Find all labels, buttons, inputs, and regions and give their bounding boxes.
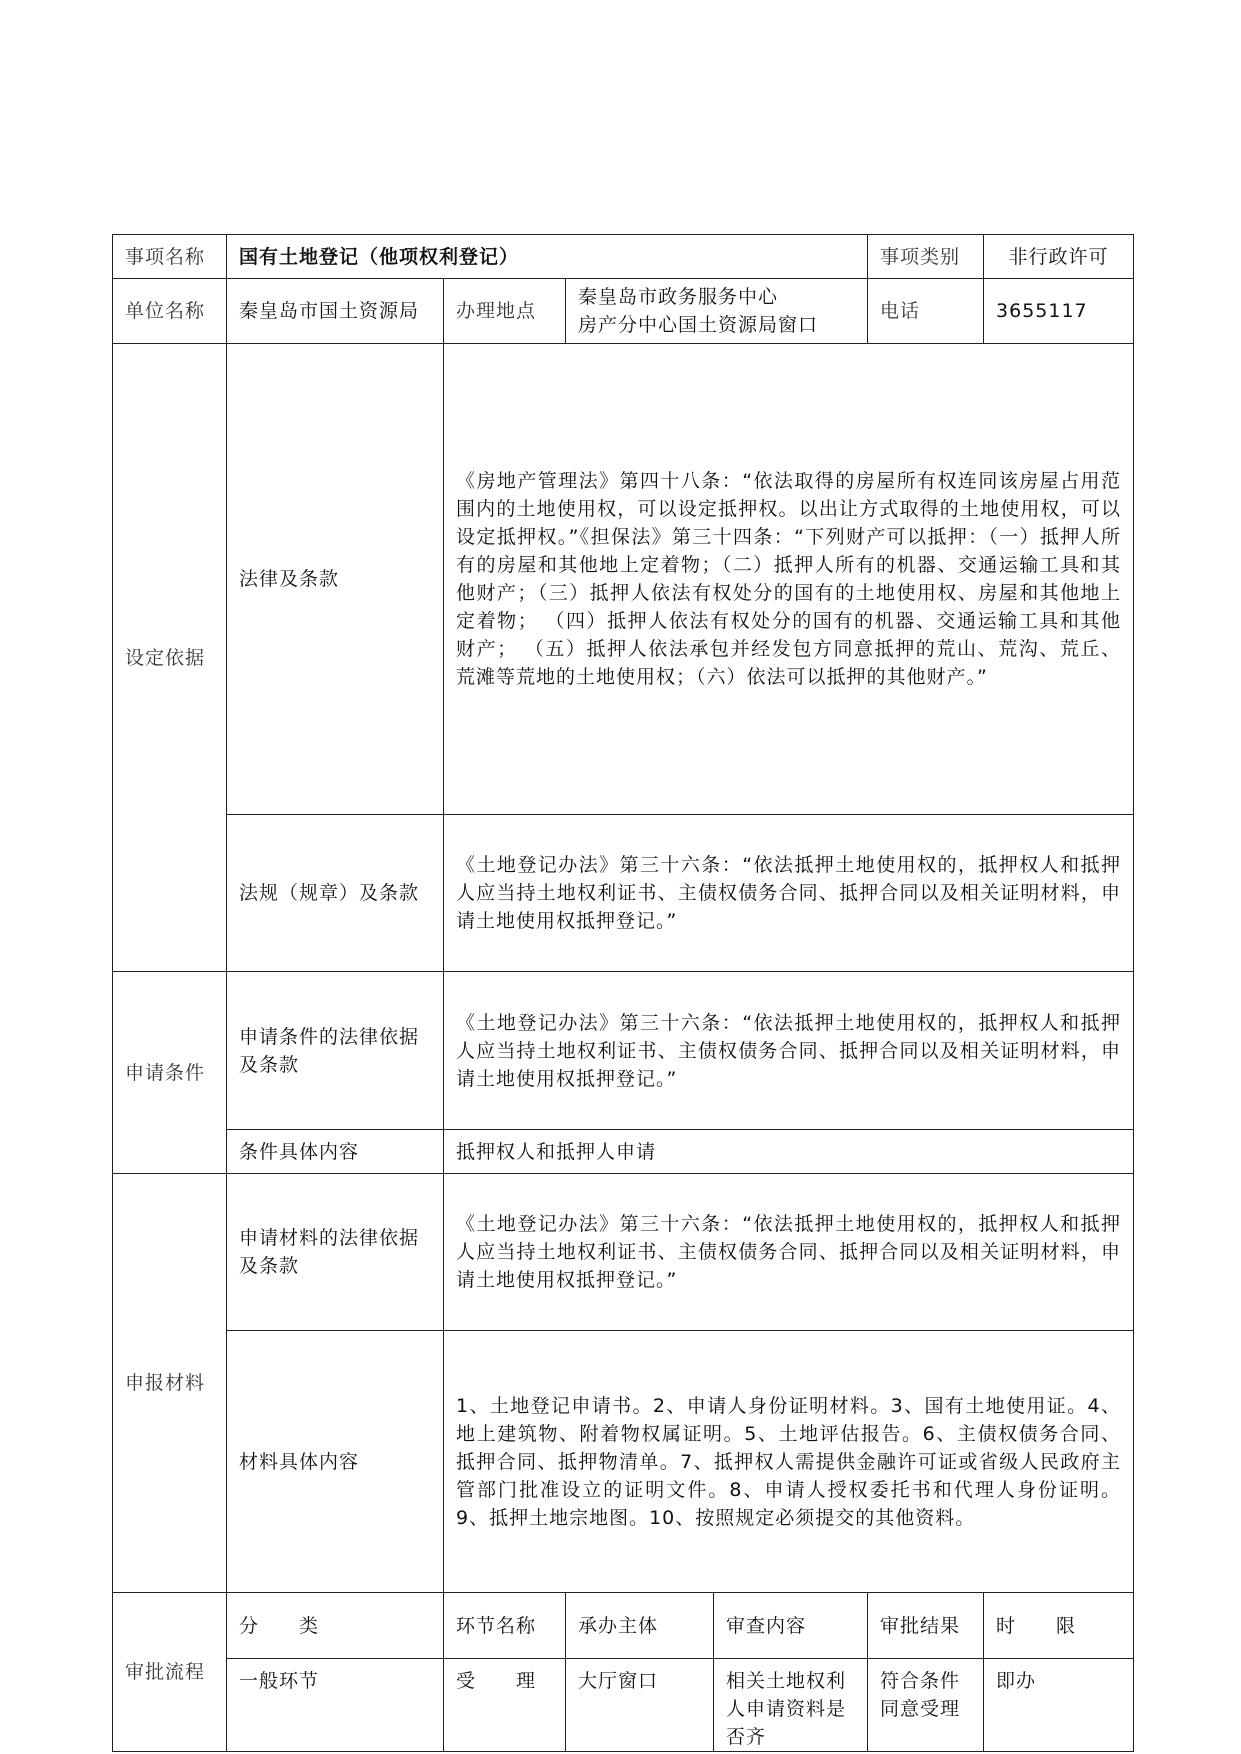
law-label: 法律及条款 [227,344,444,815]
process-row-step: 受 理 [444,1659,566,1752]
materials-basis-row [113,1174,1134,1331]
basis-section-label: 设定依据 [113,344,227,972]
process-row-result: 符合条件同意受理 [868,1659,984,1752]
process-row-limit: 即办 [984,1659,1134,1752]
registration-form [112,234,1133,1752]
materials-basis-label: 申请材料的法律依据及条款 [227,1174,444,1331]
location-label: 办理地点 [444,279,566,344]
conditions-basis-label: 申请条件的法律依据及条款 [227,972,444,1130]
process-col-category: 分 类 [227,1593,444,1659]
materials-detail-label: 材料具体内容 [227,1331,444,1593]
materials-detail-text: 1、土地登记申请书。2、申请人身份证明材料。3、国有土地使用证。4、地上建筑物、附着物权属证明。5、土地评估报告。6、主债权债务合同、抵押合同、抵押物清单。7、抵押权人需提供金融许可证或省级人民政府主管部门批准设立的证明文件。8、申请人授权委托书和代理人身份证明。9、抵押土地宗地图。10、按照规定必须提交的其他资料。 [444,1331,1134,1593]
location-line-2: 房产分中心国土资源局窗口 [578,314,819,336]
materials-section-label: 申报材料 [113,1174,227,1593]
materials-basis-text: 《土地登记办法》第三十六条：“依法抵押土地使用权的，抵押权人和抵押人应当持土地权利证书、主债权债务合同、抵押合同以及相关证明材料，申请土地使用权抵押登记。” [444,1174,1134,1331]
conditions-basis-row [113,972,1134,1130]
item-name-label: 事项名称 [113,235,227,279]
conditions-detail-text: 抵押权人和抵押人申请 [444,1130,1134,1174]
category-label: 事项类别 [868,235,984,279]
reg-text: 《土地登记办法》第三十六条：“依法抵押土地使用权的，抵押权人和抵押人应当持土地权利证书、主债权债务合同、抵押合同以及相关证明材料，申请土地使用权抵押登记。” [444,815,1134,972]
process-col-handler: 承办主体 [566,1593,714,1659]
unit-label: 单位名称 [113,279,227,344]
form-table [112,234,1134,1752]
process-header-row [113,1593,1134,1659]
unit-value: 秦皇岛市国土资源局 [227,279,444,344]
conditions-section-label: 申请条件 [113,972,227,1174]
process-col-review: 审查内容 [714,1593,868,1659]
conditions-basis-text: 《土地登记办法》第三十六条：“依法抵押土地使用权的，抵押权人和抵押人应当持土地权利证书、主债权债务合同、抵押合同以及相关证明材料，申请土地使用权抵押登记。” [444,972,1134,1130]
basis-law-row [113,344,1134,815]
materials-detail-row [113,1331,1134,1593]
process-section-label: 审批流程 [113,1593,227,1752]
phone-label: 电话 [868,279,984,344]
process-row [113,1659,1134,1752]
location-line-1: 秦皇岛市政务服务中心 [578,286,779,308]
basis-reg-row [113,815,1134,972]
category-value: 非行政许可 [984,235,1134,279]
conditions-detail-label: 条件具体内容 [227,1130,444,1174]
process-row-category: 一般环节 [227,1659,444,1752]
process-row-review: 相关土地权利人申请资料是否齐 [714,1659,868,1752]
process-row-handler: 大厅窗口 [566,1659,714,1752]
reg-label: 法规（规章）及条款 [227,815,444,972]
process-col-step: 环节名称 [444,1593,566,1659]
process-col-limit: 时 限 [984,1593,1134,1659]
conditions-detail-row [113,1130,1134,1174]
phone-value: 3655117 [984,279,1134,344]
process-col-result: 审批结果 [868,1593,984,1659]
header-row-unit [113,279,1134,344]
item-name-value: 国有土地登记（他项权利登记） [227,235,868,279]
location-value [566,279,868,344]
header-row-item [113,235,1134,279]
law-text: 《房地产管理法》第四十八条：“依法取得的房屋所有权连同该房屋占用范围内的土地使用权，可以设定抵押权。以出让方式取得的土地使用权，可以设定抵押权。”《担保法》第三十四条：“下列财产可以抵押：（一）抵押人所有的房屋和其他地上定着物；（二）抵押人所有的机器、交通运输工具和其他财产；（三）抵押人依法有权处分的国有的土地使用权、房屋和其他地上定着物； （四）抵押人依法有权处分的国有的机器、交通运输工具和其他财产； （五）抵押人依法承包并经发包方同意抵押的荒山、荒沟、荒丘、荒滩等荒地的土地使用权；（六）依法可以抵押的其他财产。” [444,344,1134,815]
